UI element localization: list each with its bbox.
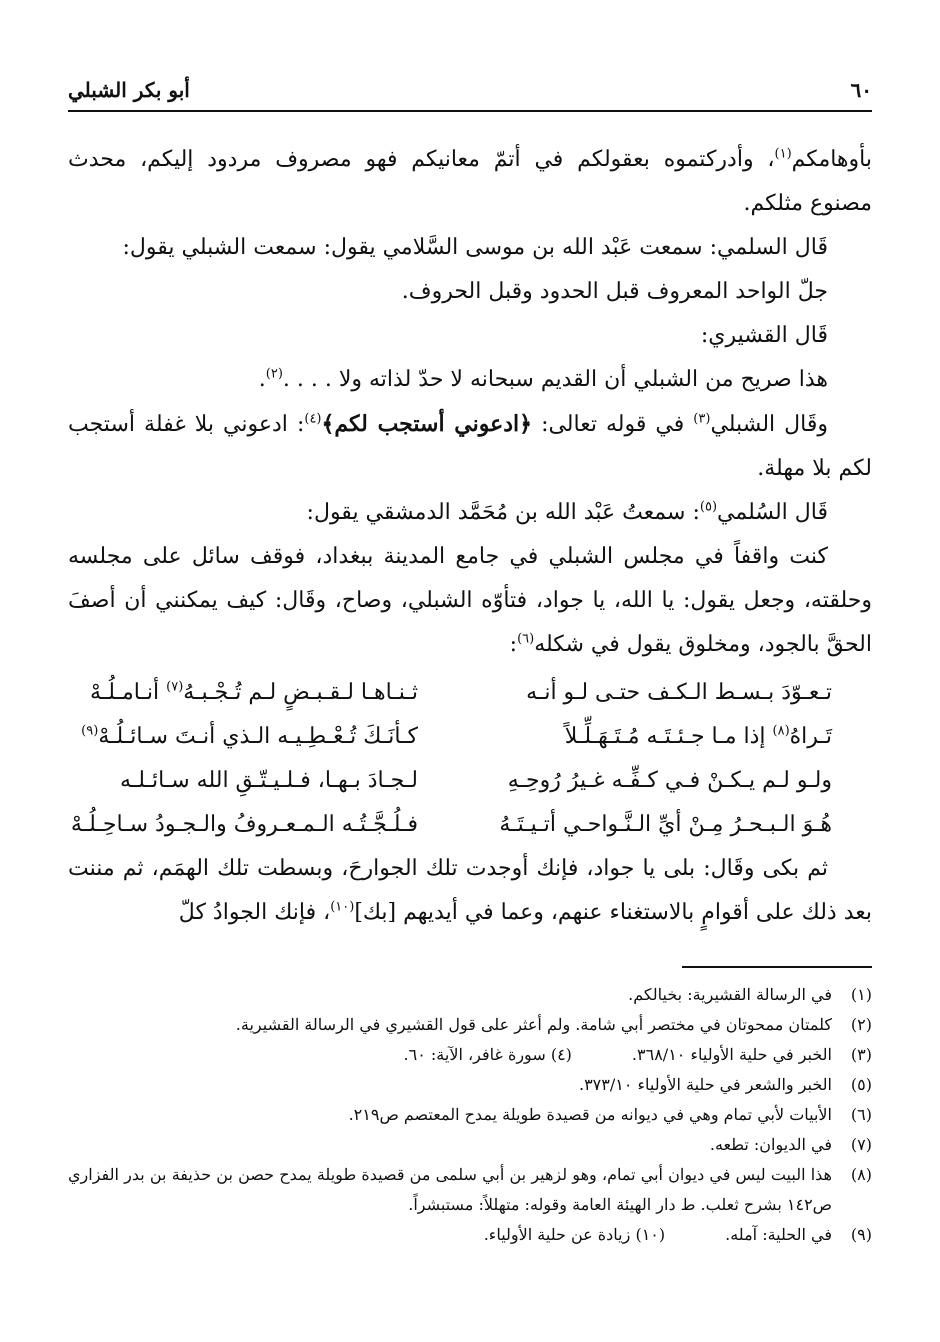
verse-hemistich: هُـوَ الـبـحـرُ مِـنْ أيِّ الـنَّـواحـي أتـيـتَـهُ <box>499 812 832 837</box>
footnote: (٦) الأبيات لأبي تمام وهي في ديوانه من قصيدة طويلة يمدح المعتصم ص٢١٩. <box>348 1105 872 1124</box>
paragraph-8: كنت واقفاً في مجلس الشبلي في جامع المدينة ببغداد، فوقف سائل على مجلسه وحلقته، وجعل يقول: يا الله، يا جواد، فتأوّه الشبلي، وصاح، وقَال: كيف يمكنني أن أصفَ الحقَّ بالجود، ومخلوق يقول في شكله$^{(٦)}$: <box>68 544 872 657</box>
footnote: (٢) كلمتان ممحوتان في مختصر أبي شامة. ولم أعثر على قول القشيري في الرسالة القشيرية. <box>235 1015 872 1034</box>
footnote-rule <box>682 966 872 968</box>
footnote-ref: (٦) <box>517 631 535 647</box>
footnote-ref: (٣) <box>693 411 711 427</box>
verse-hemistich: تَـراهُ$^{(٨)}$ إذا مـا جـئـتَـه مُـتَـهَـلِّـلاً <box>564 723 832 749</box>
verse-line <box>68 715 872 759</box>
poem <box>68 671 872 847</box>
page-number: ٦٠ <box>850 78 872 102</box>
footnote: (٩) في الحلية: آمله. (١٠) زيادة عن حلية الأولياء. <box>483 1225 872 1244</box>
verse-line <box>68 759 872 803</box>
header-rule <box>68 110 872 112</box>
verse-line <box>68 671 872 715</box>
footnote: (٨) هذا البيت ليس في ديوان أبي تمام، وهو لزهير بن أبي سلمى من قصيدة طويلة يمدح حصن بن حذيفة بن بدر الفزاري ص١٤٢ بشرح ثعلب. ط دار الهيئة العامة وقوله: متهللاً: مستبشراً. <box>68 1165 872 1214</box>
verse-hemistich: تـعـوّدَ بـسـط الـكـف حتـى لـو أنـه <box>526 680 832 705</box>
verse-line <box>68 803 872 847</box>
footnote-ref: (١) <box>774 146 792 162</box>
verse-hemistich: فـلُـجَّـتُـه الـمـعـروفُ والـجـودُ سـاحِـلُـهْ <box>70 812 418 837</box>
paragraph-3: جلّ الواحد المعروف قبل الحدود وقبل الحروف. <box>401 279 828 304</box>
page-header <box>68 62 872 102</box>
main-text <box>68 138 872 935</box>
quran-quote: ﴿ادعوني أستجب لكم﴾ <box>321 411 533 437</box>
footnote: (٣) الخبر في حلية الأولياء ٣٦٨/١٠. (٤) سورة غافر، الآية: ٦٠. <box>403 1045 872 1064</box>
paragraph-6: وقَال الشبلي$^{(٣)}$ في قوله تعالى: ﴿ادعوني أستجب لكم﴾$^{(٤)}$: ادعوني بلا غفلة أستجب لكم بلا مهلة. <box>68 411 872 481</box>
paragraph-5: هذا صريح من الشبلي أن القديم سبحانه لا حدّ لذاته ولا . . . .$^{(٢)}$. <box>258 366 828 392</box>
footnote-ref: (٤) <box>304 411 322 427</box>
footnote-ref: (٥) <box>699 499 718 515</box>
footnote: (٧) في الديوان: تطعه. <box>709 1135 872 1154</box>
verse-hemistich: ولـو لـم يـكـنْ فـي كـفِّـه غـيرُ رُوحِـهِ <box>507 768 832 793</box>
paragraph-9: ثم بكى وقَال: بلى يا جواد، فإنك أوجدت تلك الجوارحَ، وبسطت تلك الهمَم، ثم مننت بعد ذلك على أقوامٍ بالاستغناء عنهم، وعما في أيديهم [بك]$^{(١٠)}$، فإنك الجوادُ كلّ <box>68 856 872 925</box>
running-title: أبو بكر الشبلي <box>68 78 190 102</box>
verse-hemistich: لـجـادَ بـهـا، فـلـيـتّـقِ الله سـائـلـه <box>120 768 418 793</box>
footnote-ref: (٢) <box>265 366 283 382</box>
footnote-ref: (١٠) <box>330 899 355 915</box>
paragraph-4: قَال القشيري: <box>700 323 828 348</box>
paragraph-1: بأوهامكم$^{(١)}$، وأدركتموه بعقولكم في أتمّ معانيكم فهو مصروف مردود إليكم، محدث مصنوع مثلكم. <box>68 146 872 216</box>
paragraph-2: قَال السلمي: سمعت عَبْد الله بن موسى السَّلامي يقول: سمعت الشبلي يقول: <box>122 235 828 260</box>
paragraph-7: قَال السُلمي$^{(٥)}$: سمعتُ عَبْد الله بن مُحَمَّد الدمشقي يقول: <box>306 499 828 525</box>
footnote: (١) في الرسالة القشيرية: بخيالكم. <box>628 985 872 1004</box>
footnotes <box>68 980 872 1250</box>
verse-hemistich: ثـنـاهـا لـقـبـضٍ لـم تُـجْـبـهُ$^{(٧)}$ أنـامـلُـهْ <box>89 679 418 705</box>
footnote: (٥) الخبر والشعر في حلية الأولياء ٣٧٣/١٠. <box>578 1075 872 1094</box>
verse-hemistich: كـأنَـكَ تُـعْـطِـيـه الـذي أنـتَ سـائـلُـهْ$^{(٩)}$ <box>81 723 418 749</box>
